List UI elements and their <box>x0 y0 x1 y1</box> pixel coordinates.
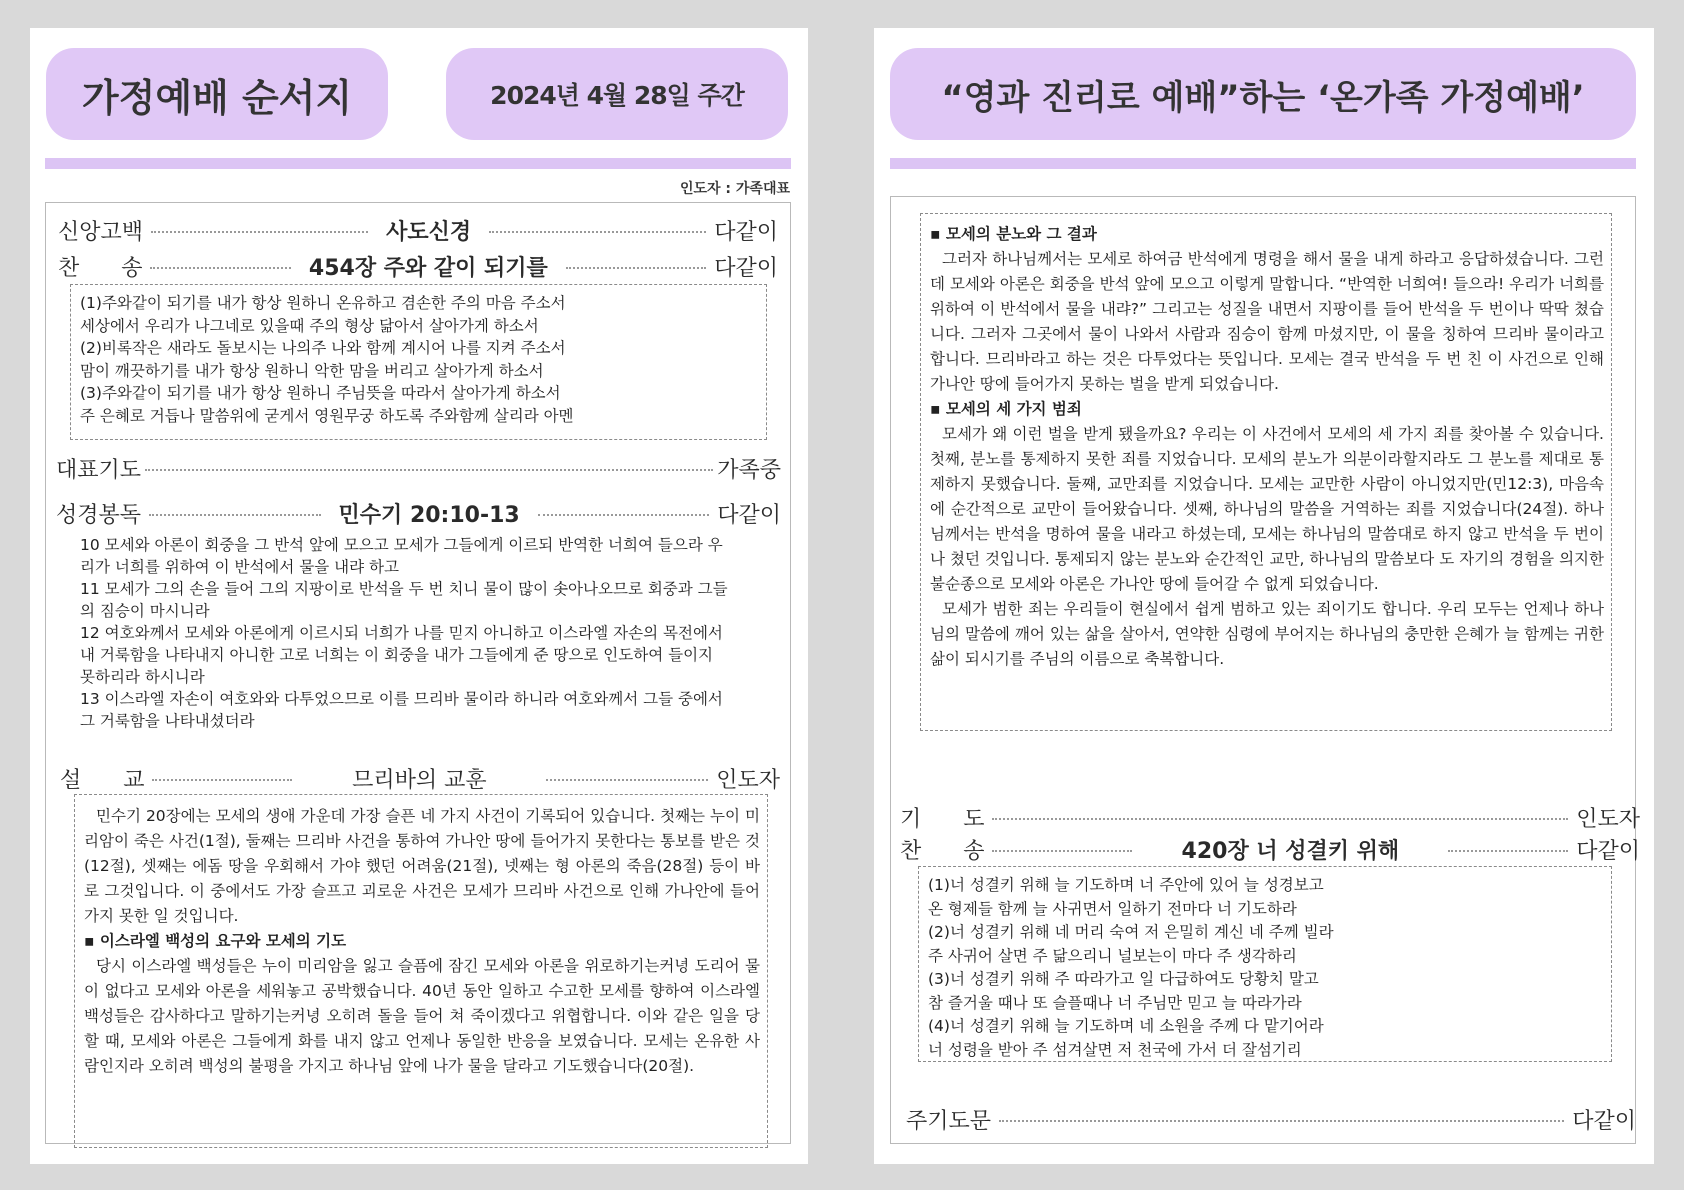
hymn-lyrics <box>928 874 1608 1062</box>
row-center: 454장 주와 같이 되기를 <box>308 255 548 281</box>
row-end: 인도자 <box>1576 806 1640 832</box>
row-end: 다같이 <box>714 255 778 281</box>
dot-leader <box>1448 850 1568 852</box>
purple-divider <box>45 158 791 169</box>
row-prayer <box>56 453 781 483</box>
dot-leader <box>151 231 368 233</box>
row-sermon <box>60 763 780 793</box>
left-page <box>30 28 808 1164</box>
row-creed <box>58 215 778 245</box>
dot-leader <box>992 818 1568 820</box>
dot-leader <box>150 267 290 269</box>
row-reading <box>56 498 781 528</box>
dot-leader <box>999 1120 1564 1122</box>
dot-leader <box>152 779 292 781</box>
sermon-paragraph: 그러자 하나님께서는 모세로 하여금 반석에게 명령을 해서 물을 내게 하라고 응답하셨습니다. 그런데 모세와 아론은 회중을 반석 앞에 모으고 이렇게 말합니다. “반역한 너희여! 들으라! 우리가 너희를 위하여 이 반석에서 물을 내랴?” 그리고는 성질을 내면서 지팡이를 들어 반석을 두 번이나 딱딱 쳤습니다. 그러자 그곳에서 물이 나와서 사람과 짐승이 함께 마셨지만, 이 물을 칭하여 므리바 물이라고 합니다. 므리바라고 하는 것은 다투었다는 뜻입니다. 모세는 결국 반석을 두 번 친 이 사건으로 인해 가나안 땅에 들어가지 못하는 벌을 받게 되었습니다. <box>930 250 1604 393</box>
sermon-continued <box>930 222 1604 672</box>
lyric-line: (2)너 성결키 위해 네 머리 숙여 저 은밀히 계신 네 주께 빌라 <box>928 923 1334 941</box>
row-end: 다같이 <box>1576 838 1640 864</box>
row-center: 므리바의 교훈 <box>352 767 487 793</box>
lyric-line: 참 즐거울 때나 또 슬플때나 너 주님만 믿고 늘 따라가라 <box>928 993 1302 1012</box>
scripture-line: 의 짐승이 마시니라 <box>80 602 210 620</box>
dot-leader <box>149 514 321 516</box>
title-pill <box>46 48 388 140</box>
row-end: 인도자 <box>716 767 780 793</box>
row-end: 다같이 <box>714 219 779 245</box>
sermon-heading: ▪ 이스라엘 백성의 요구와 모세의 기도 <box>84 932 347 950</box>
dot-leader <box>145 469 713 471</box>
purple-divider <box>890 158 1636 169</box>
scripture-line: 13 이스라엘 자손이 여호와와 다투었으므로 이를 므리바 물이라 하니라 여호와께서 그들 중에서 <box>80 690 723 708</box>
sermon-text <box>84 804 760 1079</box>
dot-leader <box>992 850 1132 852</box>
row-label: 찬 송 <box>900 838 985 864</box>
sermon-paragraph: 모세가 범한 죄는 우리들이 현실에서 쉽게 범하고 있는 죄이기도 합니다. 우리 모두는 언제나 하나님의 말씀에 깨어 있는 삶을 살아서, 연약한 심령에 부어지는 하나님의 충만한 은혜가 늘 함께는 귀한 삶이 되시기를 주님의 이름으로 축복합니다. <box>930 600 1604 668</box>
row-hymn <box>900 834 1640 864</box>
dot-leader <box>546 779 708 781</box>
lyric-line: 맘이 깨끗하기를 내가 항상 원하니 악한 맘을 버리고 살아가게 하소서 <box>80 361 544 380</box>
week-date: 2024년 4월 28일 주간 <box>490 81 744 110</box>
scripture-line: 10 모세와 아론이 회중을 그 반석 앞에 모으고 모세가 그들에게 이르되 반역한 너희여 들으라 우 <box>80 536 723 554</box>
dot-leader <box>538 514 710 516</box>
title-pill <box>890 48 1636 140</box>
leader-note: 인도자 : 가족대표 <box>679 181 790 197</box>
scripture-line: 리가 너희를 위하여 이 반석에서 물을 내랴 하고 <box>80 558 399 576</box>
lyric-line: (2)비록작은 새라도 돌보시는 나의주 나와 함께 계시어 나를 지켜 주소서 <box>80 339 566 357</box>
row-label: 기 도 <box>900 806 985 832</box>
row-lords-prayer <box>906 1104 1636 1134</box>
row-prayer <box>900 802 1640 832</box>
lyric-line: 주 사귀어 살면 주 닮으리니 널보는이 마다 주 생각하리 <box>928 946 1297 965</box>
scripture-text <box>80 534 780 732</box>
dot-leader <box>489 231 706 233</box>
row-end: 다같이 <box>1572 1108 1636 1134</box>
lyric-line: 온 형제들 함께 늘 사귀면서 일하기 전마다 너 기도하라 <box>928 899 1297 918</box>
sermon-intro: 민수기 20장에는 모세의 생애 가운데 가장 슬픈 네 가지 사건이 기록되어 있습니다. 첫째는 누이 미리암이 죽은 사건(1절), 둘째는 므리바 사건을 통하여 가나안 땅에 들어가지 못한다는 통보를 받은 것(12절), 셋째는 에돔 땅을 우회해서 가야 했던 어려움(21절), 넷째는 형 아론의 죽음(28절) 등이 바로 그것입니다. 이 중에서도 가장 슬프고 괴로운 사건은 모세가 므리바 사건으로 인해 가나안에 들어가지 못한 일 것입니다. <box>84 807 760 925</box>
lyric-line: (4)너 성결키 위해 늘 기도하며 네 소원을 주께 다 맡기어라 <box>928 1017 1324 1035</box>
hymn-lyrics <box>80 292 760 427</box>
section-heading: ▪ 모세의 세 가지 범죄 <box>930 400 1082 418</box>
lyric-line: 주 은혜로 거듭나 말씀위에 굳게서 영원무궁 하도록 주와함께 살리라 아멘 <box>80 406 574 425</box>
row-hymn <box>58 251 778 281</box>
lyric-line: (1)주와같이 되기를 내가 항상 원하니 온유하고 겸손한 주의 마음 주소서 <box>80 294 566 312</box>
row-center: 420장 너 성결키 위해 <box>1181 838 1400 864</box>
row-label: 성경봉독 <box>56 502 142 528</box>
lyric-line: 세상에서 우리가 나그네로 있을때 주의 형상 닮아서 살아가게 하소서 <box>80 316 539 335</box>
lyric-line: (3)너 성결키 위해 주 따라가고 일 다급하여도 당황치 말고 <box>928 970 1319 988</box>
right-page <box>874 28 1654 1164</box>
row-center: 사도신경 <box>386 219 472 245</box>
row-label: 찬 송 <box>58 255 143 281</box>
worship-order-title: 가정예배 순서지 <box>81 75 353 120</box>
lyric-line: 너 성령을 받아 주 섬겨살면 저 천국에 가서 더 잘섬기리 <box>928 1040 1302 1059</box>
row-end: 다같이 <box>717 502 782 528</box>
row-center: 민수기 20:10-13 <box>338 502 520 528</box>
row-end: 가족중 <box>717 457 781 483</box>
row-label: 신앙고백 <box>58 219 144 245</box>
row-label: 설 교 <box>60 767 145 793</box>
family-worship-title: “영과 진리로 예배”하는 ‘온가족 가정예배’ <box>941 77 1585 118</box>
scripture-line: 11 모세가 그의 손을 들어 그의 지팡이로 반석을 두 번 치니 물이 많이 솟아나오므로 회중과 그들 <box>80 580 728 598</box>
sermon-paragraph: 모세가 왜 이런 벌을 받게 됐을까요? 우리는 이 사건에서 모세의 세 가지 죄를 찾아볼 수 있습니다. 첫째, 분노를 통제하지 못한 죄를 지었습니다. 모세의 분노가 의분이라할지라도 그 분노를 제대로 통제하지 못했습니다. 둘째, 교만죄를 지었습니다. 모세는 교만한 사람이 아니었지만(민12:3), 마음속에 순간적으로 교만이 들어왔습니다. 셋째, 하나님의 말씀을 거역하는 죄를 지었습니다(24절). 하나님께서는 반석을 명하여 물을 내라고 하셨는데, 모세는 하나님의 말씀대로 하지 않고 반석을 두 번이나 쳤던 것입니다. 통제되지 않는 분노와 순간적인 교만, 하나님의 말씀보다 도 자기의 경험을 의지한 불순종으로 모세와 아론은 가나안 땅에 들어갈 수 없게 되었습니다. <box>930 425 1604 593</box>
sermon-body: 당시 이스라엘 백성들은 누이 미리암을 잃고 슬픔에 잠긴 모세와 아론을 위로하기는커녕 도리어 물이 없다고 모세와 아론을 세워놓고 공박했습니다. 40년 동안 일하고 수고한 모세를 향하여 이스라엘 백성들은 감사하다고 말하기는커녕 오히려 돌을 들어 쳐 죽이겠다고 위협합니다. 이와 같은 일을 당할 때, 모세와 아론은 그들에게 화를 내지 않고 언제나 동일한 반응을 보였습니다. 모세는 온유한 사람인지라 오히려 백성의 불평을 가지고 하나님 앞에 나가 물을 달라고 기도했습니다(20절). <box>84 957 760 1075</box>
lyric-line: (3)주와같이 되기를 내가 항상 원하니 주님뜻을 따라서 살아가게 하소서 <box>80 384 561 402</box>
row-label: 대표기도 <box>56 457 142 483</box>
date-pill <box>446 48 788 140</box>
lyric-line: (1)너 성결키 위해 늘 기도하며 너 주안에 있어 늘 성경보고 <box>928 876 1324 894</box>
scripture-line: 못하리라 하시니라 <box>80 668 205 686</box>
scripture-line: 내 거룩함을 나타내지 아니한 고로 너희는 이 회중을 내가 그들에게 준 땅으로 인도하여 들이지 <box>80 646 714 664</box>
dot-leader <box>566 267 706 269</box>
scripture-line: 12 여호와께서 모세와 아론에게 이르시되 너희가 나를 믿지 아니하고 이스라엘 자손의 목전에서 <box>80 624 723 642</box>
scripture-line: 그 거룩함을 나타내셨더라 <box>80 712 255 730</box>
section-heading: ▪ 모세의 분노와 그 결과 <box>930 225 1097 243</box>
row-label: 주기도문 <box>906 1108 992 1134</box>
